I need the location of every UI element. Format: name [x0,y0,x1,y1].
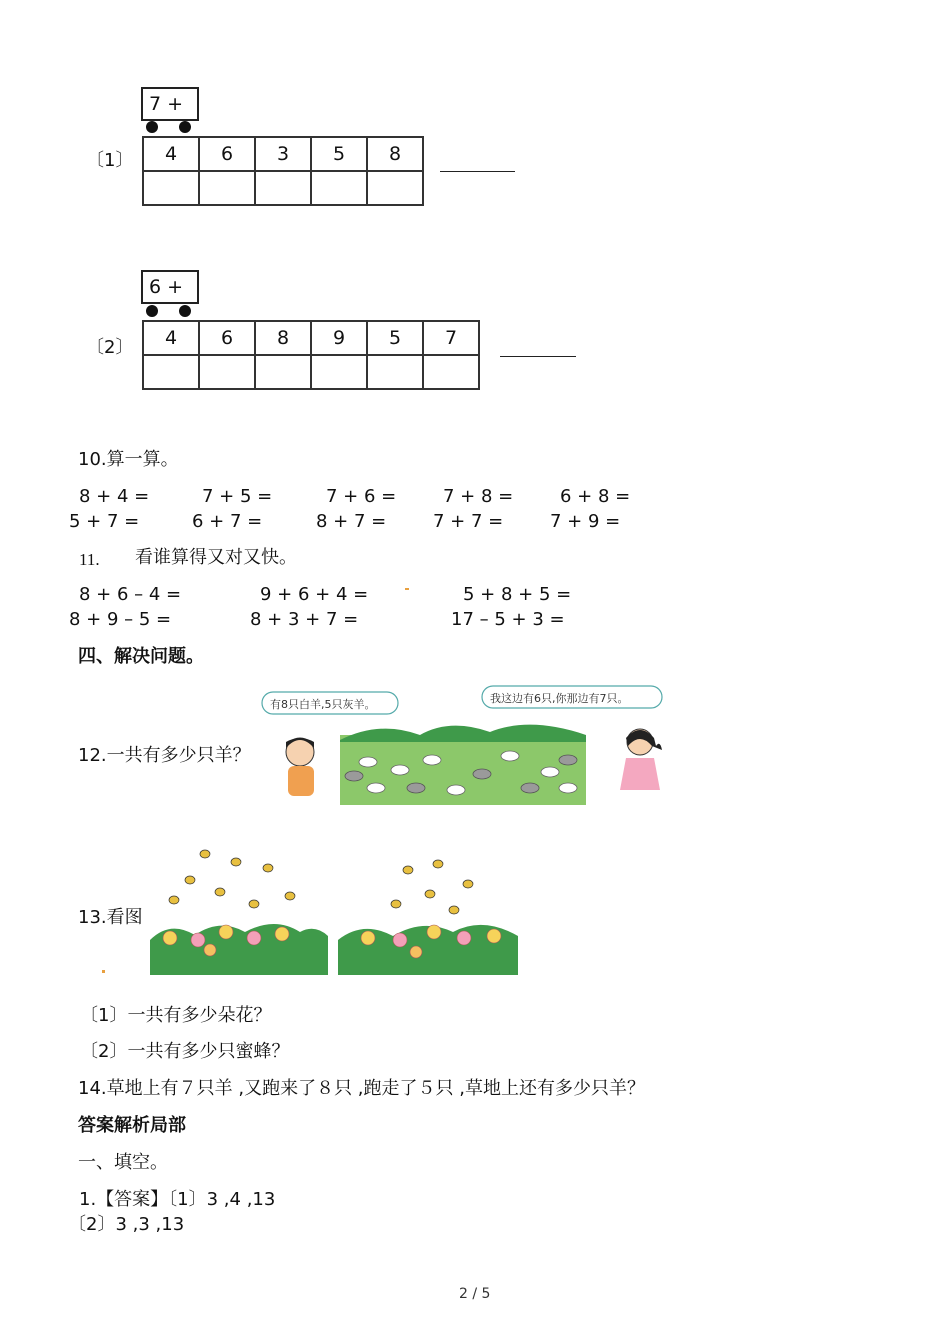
hills [340,725,586,742]
flowers-bees-left [150,840,328,975]
train1-cell: 5 [311,137,367,171]
section-heading: 四、解决问题。 [78,646,204,667]
q11-expr: 9 + 6 + 4 = [260,584,369,605]
answer-1-line2: 〔2〕3 ,3 ,13 [68,1214,185,1235]
train2-answer-cell[interactable] [423,355,479,389]
orange-dot [102,970,105,973]
q10-expr: 7 + 7 = [433,511,504,532]
q11-number: 11. [79,550,100,569]
q10-title: 10.算一算。 [78,449,179,470]
q11-expr: 8 + 9 – 5 = [69,609,172,630]
orange-dot [405,588,409,590]
q11-title: 看谁算得又对又快。 [135,547,297,568]
q14-question: 14.草地上有７只羊 ,又跑来了８只 ,跑走了５只 ,草地上还有多少只羊？ [78,1078,645,1099]
q10-expr: 7 + 8 = [443,486,514,507]
q10-expr: 8 + 7 = [316,511,387,532]
q11-expr: 5 + 8 + 5 = [463,584,572,605]
answer-1-line1: 1.【答案】〔1〕3 ,4 ,13 [79,1189,276,1210]
train1-cell: 3 [255,137,311,171]
q10-expr: 7 + 6 = [326,486,397,507]
train1-answer-cell[interactable] [255,171,311,205]
train2-cell: 6 [199,321,255,355]
q10-expr: 5 + 7 = [69,511,140,532]
q10-expr: 6 + 7 = [192,511,263,532]
q12-question: 12.一共有多少只羊？ [78,745,251,766]
train2-answer-blank[interactable] [500,356,576,357]
train1-wheel-right [179,121,191,133]
train1-answer-cell[interactable] [143,171,199,205]
q10-expr: 7 + 9 = [550,511,621,532]
train2-cell: 8 [255,321,311,355]
train1-engine-text: 7 + [149,93,184,115]
flowers-bees-right [338,850,518,975]
train2-answer-cell[interactable] [199,355,255,389]
train2-label: 〔2〕 [86,337,134,358]
page-number: 2 / 5 [459,1286,491,1302]
train2-cell: 7 [423,321,479,355]
q13-question: 13.看图 [78,907,143,928]
train2-answer-cell[interactable] [143,355,199,389]
train1-cell: 4 [143,137,199,171]
train1-label: 〔1〕 [86,150,134,171]
train2-engine [141,270,199,304]
train2-grid [142,320,480,390]
q10-expr: 7 + 5 = [202,486,273,507]
train2-engine-text: 6 + [149,276,184,298]
train1-engine [141,87,199,121]
train2-answer-cell[interactable] [367,355,423,389]
train2-cell: 5 [367,321,423,355]
train1-cell: 8 [367,137,423,171]
q11-expr: 8 + 6 – 4 = [79,584,182,605]
boy-body [288,766,314,796]
q13-sub1: 〔1〕一共有多少朵花？ [80,1005,272,1026]
train1-grid [142,136,424,206]
train1-answer-cell[interactable] [199,171,255,205]
bees [169,850,295,908]
sheep-illustration [250,680,670,810]
train1-answer-cell[interactable] [367,171,423,205]
girl-dress [620,758,660,790]
answers-part1: 一、填空。 [78,1152,168,1173]
q10-expr: 6 + 8 = [560,486,631,507]
answers-title: 答案解析局部 [78,1115,186,1136]
train2-wheel-left [146,305,158,317]
q11-expr: 17 – 5 + 3 = [451,609,565,630]
train1-answer-cell[interactable] [311,171,367,205]
train2-wheel-right [179,305,191,317]
q10-expr: 8 + 4 = [79,486,150,507]
bubble-left-text: 有8只白羊,5只灰羊。 [270,698,376,711]
q11-expr: 8 + 3 + 7 = [250,609,359,630]
q13-sub2: 〔2〕一共有多少只蜜蜂？ [80,1041,290,1062]
train2-answer-cell[interactable] [311,355,367,389]
train2-answer-cell[interactable] [255,355,311,389]
train1-answer-blank[interactable] [440,171,515,172]
bees [391,860,473,914]
train1-cell: 6 [199,137,255,171]
train2-cell: 9 [311,321,367,355]
bubble-right-text: 我这边有6只,你那边有7只。 [490,692,629,705]
train2-cell: 4 [143,321,199,355]
train1-wheel-left [146,121,158,133]
